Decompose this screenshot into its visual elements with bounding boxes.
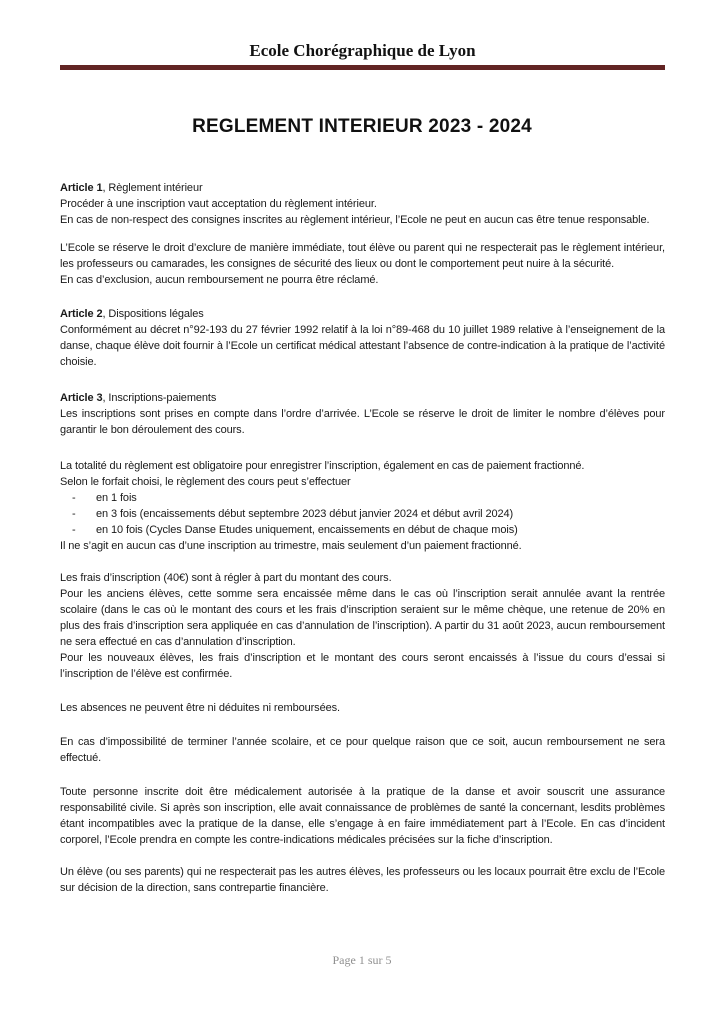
paragraph: La totalité du règlement est obligatoire pour enregistrer l’inscription, également en cas de paiement fractionné. <box>60 460 585 472</box>
spacer <box>60 682 665 700</box>
paragraph: L’Ecole se réserve le droit d’exclure de manière immédiate, tout élève ou parent qui ne respecterait pas le règlement intérieur, les professeurs ou camarades, les consignes de sécurité des lieux ou dont le comportement peut nuire à la sécurité. <box>60 242 665 270</box>
school-name: Ecole Chorégraphique de Lyon <box>249 41 476 60</box>
document-body <box>60 180 665 896</box>
spacer <box>60 438 665 458</box>
article-subtitle: , Dispositions légales <box>102 308 204 320</box>
bullet-list <box>60 490 665 538</box>
header-divider-line <box>60 65 665 70</box>
paragraph: Il ne s’agit en aucun cas d’une inscription au trimestre, mais seulement d’un paiement fractionné. <box>60 540 522 552</box>
list-item <box>60 522 665 538</box>
list-item <box>60 490 665 506</box>
list-bullet: - <box>72 524 76 536</box>
list-item <box>60 506 665 522</box>
page-number: Page 1 sur 5 <box>332 953 392 967</box>
list-item-text: en 3 fois (encaissements début septembre 2023 début janvier 2024 et début avril 2024) <box>96 508 514 520</box>
paragraph: Procéder à une inscription vaut acceptation du règlement intérieur. <box>60 198 377 210</box>
spacer <box>60 554 665 570</box>
document-title: REGLEMENT INTERIEUR 2023 - 2024 <box>192 116 532 137</box>
paragraph: Un élève (ou ses parents) qui ne respecterait pas les autres élèves, les professeurs ou les locaux pourrait être exclu de l’Ecole sur décision de la direction, sans contrepartie financière. <box>60 866 665 894</box>
spacer <box>60 228 665 240</box>
paragraph: Conformément au décret n°92-193 du 27 février 1992 relatif à la loi n°89-468 du 10 juillet 1989 relative à l’enseignement de la danse, chaque élève doit fournir à l’Ecole un certificat médical attestant l’absence de contre-indication à la pratique de l’activité choisie. <box>60 324 665 368</box>
article-number: Article 1 <box>60 182 103 194</box>
list-bullet: - <box>72 492 76 504</box>
list-bullet: - <box>72 508 76 520</box>
article-number: Article 3 <box>60 392 103 404</box>
spacer <box>60 848 665 864</box>
paragraph: En cas de non-respect des consignes inscrites au règlement intérieur, l’Ecole ne peut en aucun cas être tenue responsable. <box>60 214 650 226</box>
article-heading <box>60 306 665 322</box>
article-subtitle: , Inscriptions-paiements <box>102 392 217 404</box>
paragraph: Les absences ne peuvent être ni déduites ni remboursées. <box>60 702 340 714</box>
list-item-text: en 1 fois <box>96 492 137 504</box>
paragraph: En cas d’exclusion, aucun remboursement ne pourra être réclamé. <box>60 274 379 286</box>
list-item-text: en 10 fois (Cycles Danse Etudes uniquement, encaissements en début de chaque mois) <box>96 524 518 536</box>
paragraph: Les inscriptions sont prises en compte dans l’ordre d’arrivée. L’Ecole se réserve le droit de limiter le nombre d’élèves pour garantir le bon déroulement des cours. <box>60 408 665 436</box>
paragraph: Pour les anciens élèves, cette somme sera encaissée même dans le cas où l’inscription serait annulée avant la rentrée scolaire (dans le cas où le montant des cours et les frais d’inscription seraient sur le même chèque, une retenue de 20% en plus des frais d’inscription sera appliquée en cas d’annulation de l’inscription). A partir du 31 août 2023, aucun remboursement ne sera effectué en cas d’annulation d’inscription. <box>60 588 665 648</box>
paragraph: Toute personne inscrite doit être médicalement autorisée à la pratique de la danse et avoir souscrit une assurance responsabilité civile. Si après son inscription, elle avait connaissance de problèmes de santé la concernant, lesdits problèmes étant incompatibles avec la pratique de la danse, elle s’engage à en faire immédiatement part à l’Ecole. En cas d’incident corporel, l’Ecole prendra en compte les contre-indications médicales précisées sur la fiche d’inscription. <box>60 786 665 846</box>
spacer <box>60 370 665 390</box>
article-heading <box>60 390 665 406</box>
paragraph: Pour les nouveaux élèves, les frais d’inscription et le montant des cours seront encaissés à l’issue du cours d’essai si l’inscription de l’élève est confirmée. <box>60 652 665 680</box>
paragraph: Les frais d’inscription (40€) sont à régler à part du montant des cours. <box>60 572 392 584</box>
article-subtitle: , Règlement intérieur <box>102 182 203 194</box>
article-number: Article 2 <box>60 308 103 320</box>
spacer <box>60 288 665 306</box>
spacer <box>60 716 665 734</box>
paragraph: Selon le forfait choisi, le règlement des cours peut s’effectuer <box>60 476 351 488</box>
spacer <box>60 766 665 784</box>
document-header <box>60 40 665 70</box>
article-heading <box>60 180 665 196</box>
paragraph: En cas d’impossibilité de terminer l’année scolaire, et ce pour quelque raison que ce soit, aucun remboursement ne sera effectué. <box>60 736 665 764</box>
